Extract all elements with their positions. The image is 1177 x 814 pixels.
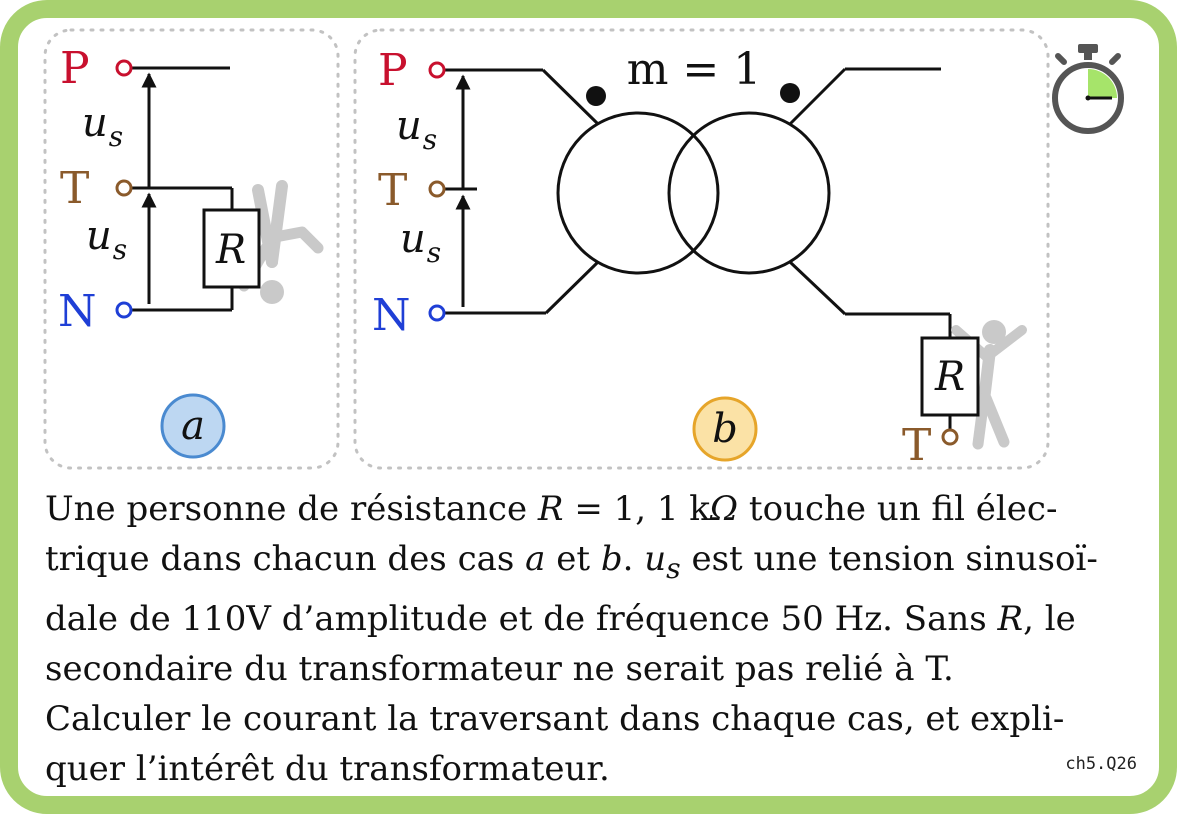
resistor-label-b: R — [934, 354, 966, 400]
terminal-t-b — [430, 182, 444, 196]
polarity-dot-secondary — [780, 83, 800, 103]
terminal-p-b — [430, 63, 444, 77]
panel-b — [355, 30, 1048, 471]
voltage-label-top-a: $u_s$ — [82, 100, 124, 153]
badge-a-label: a — [181, 403, 205, 449]
badge-b-label: b — [712, 406, 738, 452]
polarity-dot-primary — [586, 86, 606, 106]
question-line-2: trique dans chacun des cas a et b. $u_s$ est une tension sinusoï- — [45, 539, 1098, 585]
secondary-bottom-wire — [790, 262, 845, 314]
terminal-t-label-a: T — [60, 163, 90, 214]
transformer-secondary-coil — [669, 113, 829, 273]
question-text — [45, 484, 1140, 794]
terminal-n-b — [430, 306, 444, 320]
question-line-3: dale de 110V d’amplitude et de fréquence 50 Hz. Sans R, le — [45, 598, 1076, 639]
voltage-label-bottom-a: $u_s$ — [86, 213, 128, 266]
question-line-6: quer l’intérêt du transformateur. — [45, 748, 610, 789]
question-line-5: Calculer le courant la traversant dans chaque cas, et expli- — [45, 698, 1065, 739]
terminal-n-label-a: N — [58, 286, 97, 337]
question-reference: ch5.Q26 — [1065, 754, 1137, 774]
stopwatch-icon — [1055, 44, 1121, 131]
terminal-p-label-a: P — [60, 43, 90, 94]
resistor-label-a: R — [215, 227, 247, 273]
question-line-1: Une personne de résistance R = 1, 1 kΩ touche un fil élec- — [45, 489, 1058, 529]
terminal-p-a — [117, 61, 131, 75]
terminal-n-label-b: N — [372, 290, 411, 341]
terminal-n-a — [117, 303, 131, 317]
question-line-4: secondaire du transformateur ne serait pas relié à T. — [45, 648, 954, 689]
turns-ratio-label: m = 1 — [626, 44, 762, 95]
voltage-label-bottom-b: $u_s$ — [400, 216, 442, 269]
transformer-primary-coil — [558, 113, 718, 273]
voltage-label-top-b: $u_s$ — [396, 103, 438, 156]
terminal-t-ground-label-b: T — [902, 420, 932, 471]
terminal-t-ground-b — [943, 430, 957, 444]
terminal-p-label-b: P — [378, 45, 408, 96]
terminal-t-a — [117, 181, 131, 195]
panel-a — [45, 30, 338, 468]
terminal-t-label-b: T — [378, 165, 408, 216]
